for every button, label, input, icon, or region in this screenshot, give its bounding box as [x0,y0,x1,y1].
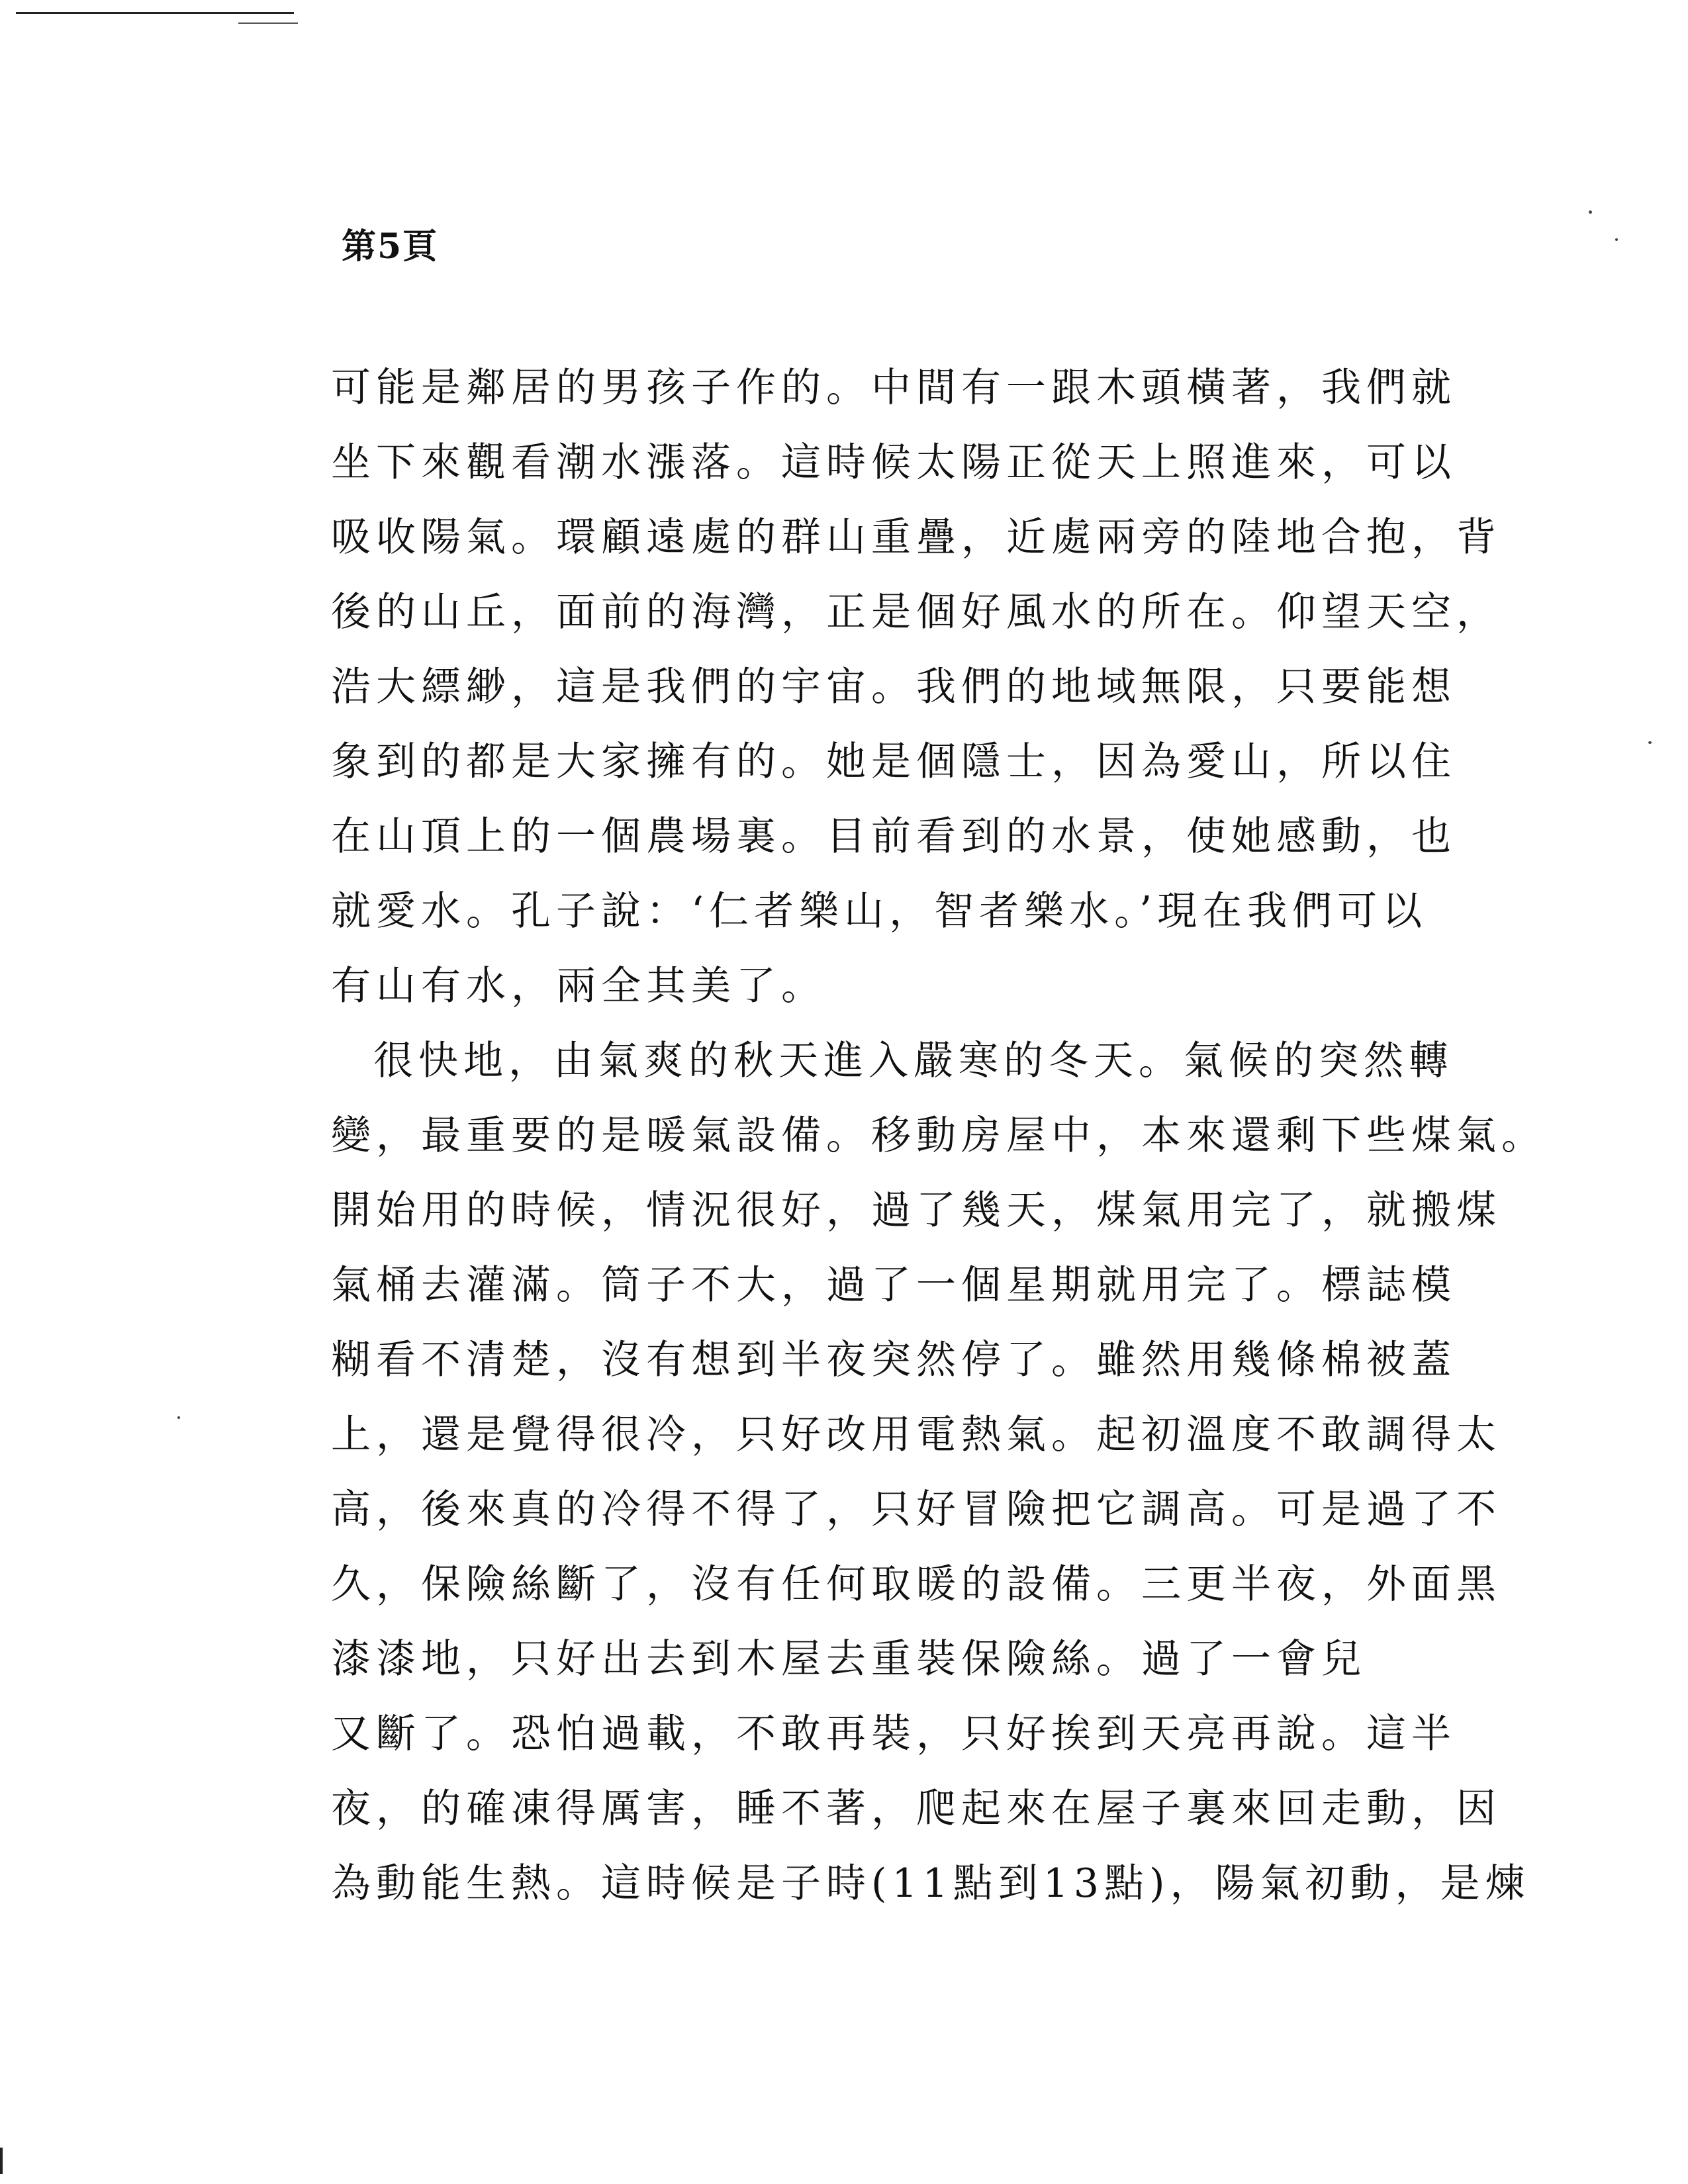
scan-speck [177,1416,180,1419]
scan-edge-line-short [238,23,298,24]
text-line: 開始用的時候，情況很好，過了幾天，煤氣用完了，就搬煤 [331,1187,1501,1234]
scan-speck [1648,741,1652,744]
scan-edge-mark [0,2148,3,2174]
text-line: 糊看不清楚，沒有想到半夜突然停了。雖然用幾條棉被蓋 [331,1337,1456,1383]
text-line: 為動能生熱。這時候是子時(11點到13點)，陽氣初動，是煉 [331,1860,1530,1907]
text-line: 後的山丘，面前的海灣，正是個好風水的所在。仰望天空， [331,589,1501,635]
text-line: 氣桶去灌滿。筒子不大，過了一個星期就用完了。標誌模 [331,1262,1456,1308]
scan-edge-line [16,12,294,14]
text-line: 坐下來觀看潮水漲落。這時候太陽正從天上照進來，可以 [331,439,1456,486]
text-line: 在山頂上的一個農場裏。目前看到的水景，使她感動，也 [331,813,1456,860]
text-line: 又斷了。恐怕過載，不敢再裝，只好挨到天亮再說。這半 [331,1711,1456,1757]
text-line: 久，保險絲斷了，沒有任何取暖的設備。三更半夜，外面黑 [331,1561,1501,1608]
document-body [331,351,1546,1921]
paragraph-start-line: 很快地，由氣爽的秋天進入嚴寒的冬天。氣候的突然轉 [373,1038,1454,1084]
text-line: 吸收陽氣。環顧遠處的群山重疊，近處兩旁的陸地合抱，背 [331,514,1501,561]
text-line: 可能是鄰居的男孩子作的。中間有一跟木頭橫著，我們就 [331,365,1456,411]
text-line: 上，還是覺得很冷，只好改用電熱氣。起初溫度不敢調得太 [331,1412,1501,1458]
page-number-heading: 第5頁 [342,226,439,267]
text-line: 有山有水，兩全其美了。 [331,963,826,1009]
scan-speck [1615,238,1618,241]
text-line: 高，後來真的冷得不得了，只好冒險把它調高。可是過了不 [331,1486,1501,1533]
text-line: 變，最重要的是暖氣設備。移動房屋中，本來還剩下些煤氣。 [331,1113,1546,1159]
text-line: 夜，的確凍得厲害，睡不著，爬起來在屋子裏來回走動，因 [331,1786,1501,1832]
text-line: 漆漆地，只好出去到木屋去重裝保險絲。過了一會兒 [331,1636,1366,1682]
scan-speck [1589,210,1592,214]
text-line: 象到的都是大家擁有的。她是個隱士，因為愛山，所以住 [331,739,1456,785]
text-line: 浩大縹緲，這是我們的宇宙。我們的地域無限，只要能想 [331,664,1456,710]
text-line: 就愛水。孔子說：‘仁者樂山，智者樂水。’現在我們可以 [331,888,1428,934]
